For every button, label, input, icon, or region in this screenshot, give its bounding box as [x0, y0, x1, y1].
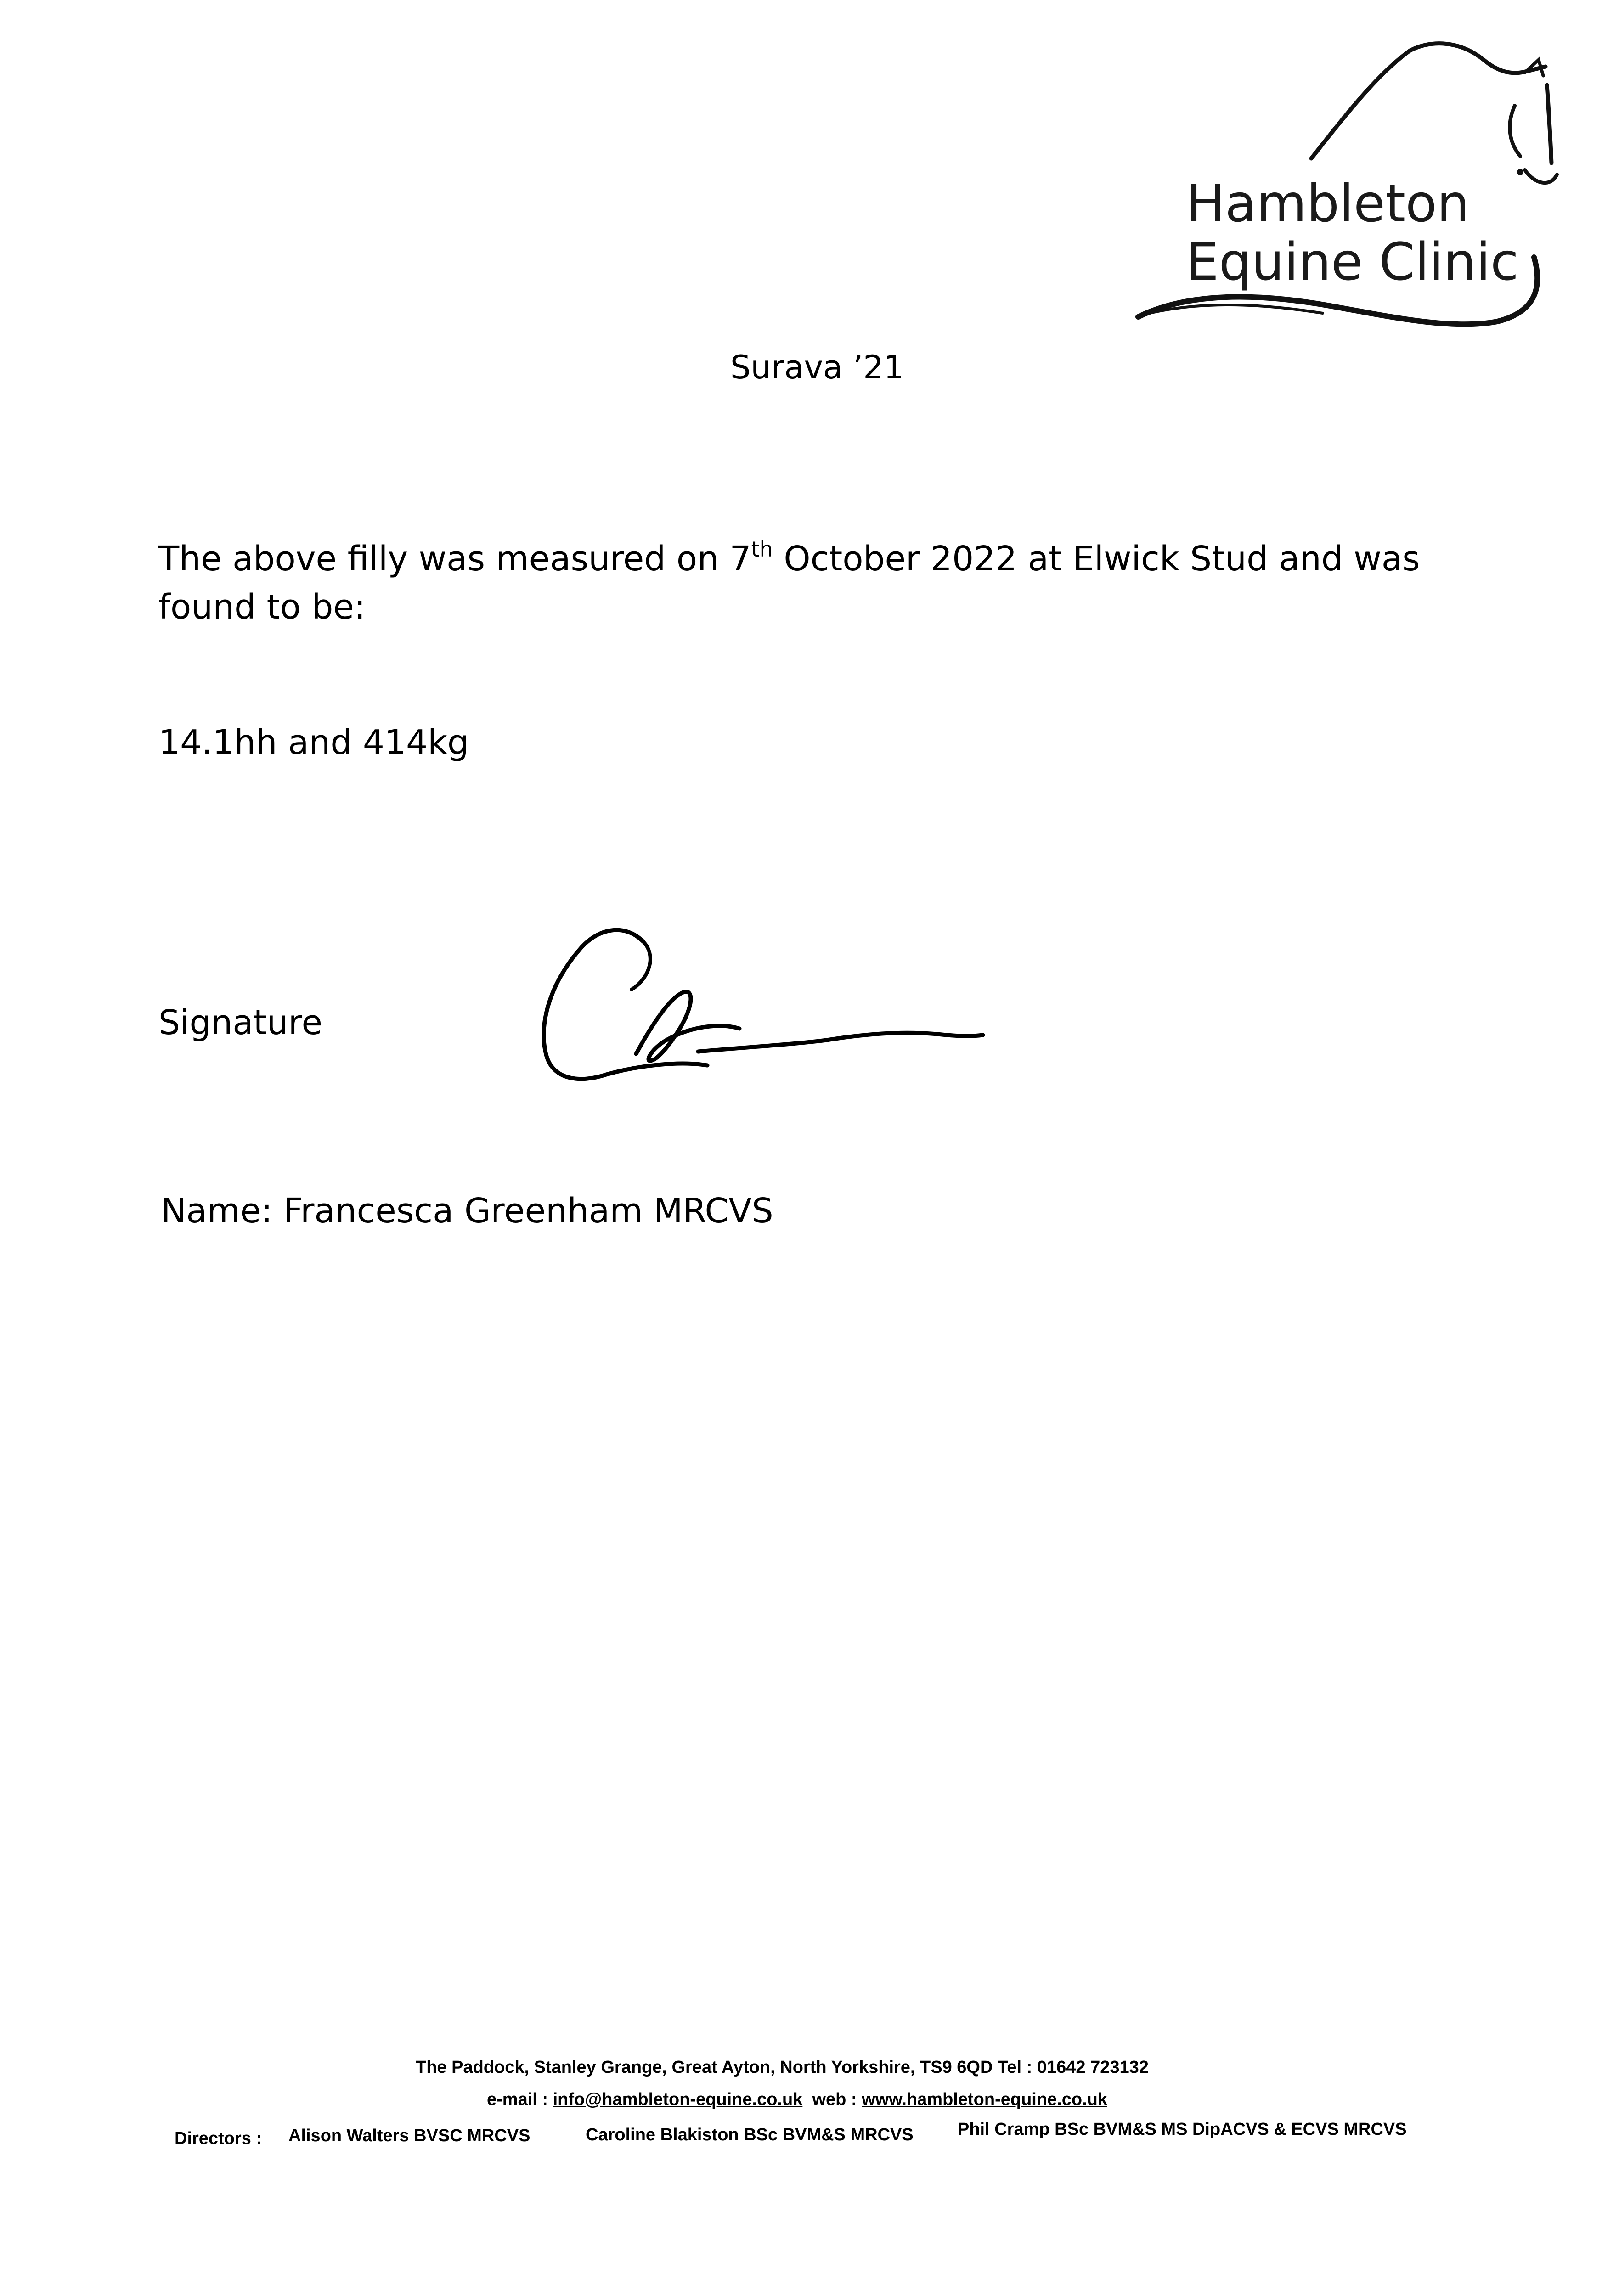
web-link[interactable]: www.hambleton-equine.co.uk [862, 2090, 1107, 2109]
email-label: e-mail : [487, 2090, 553, 2109]
director-2: Caroline Blakiston BSc BVM&S MRCVS [586, 2125, 914, 2144]
measurement-statement [158, 535, 1490, 631]
statement-text-start: The above filly was measured on 7 [158, 539, 751, 579]
director-1: Alison Walters BVSC MRCVS [288, 2126, 530, 2145]
statement-text-end: October 2022 at Elwick Stud and was found to be: [158, 539, 1420, 627]
footer-contact [487, 2091, 1107, 2108]
vet-name: Name: Francesca Greenham MRCVS [161, 1191, 773, 1231]
directors-label: Directors : [175, 2129, 262, 2148]
handwritten-signature [533, 914, 1047, 1097]
signature-label: Signature [158, 1003, 322, 1042]
logo-text-line1: Hambleton [1186, 174, 1470, 234]
email-link[interactable]: info@hambleton-equine.co.uk [553, 2090, 803, 2109]
horse-name-title: Surava ’21 [730, 349, 904, 386]
web-label: web : [802, 2090, 862, 2109]
director-3: Phil Cramp BSc BVM&S MS DipACVS & ECVS MRCVS [958, 2120, 1407, 2139]
footer-address: The Paddock, Stanley Grange, Great Ayton, North Yorkshire, TS9 6QD Tel : 01642 723132 [416, 2058, 1149, 2077]
logo-text-line2: Equine Clinic [1186, 232, 1519, 292]
measurement-result: 14.1hh and 414kg [158, 723, 469, 762]
clinic-logo [1130, 32, 1580, 344]
ordinal-suffix: th [751, 537, 773, 562]
